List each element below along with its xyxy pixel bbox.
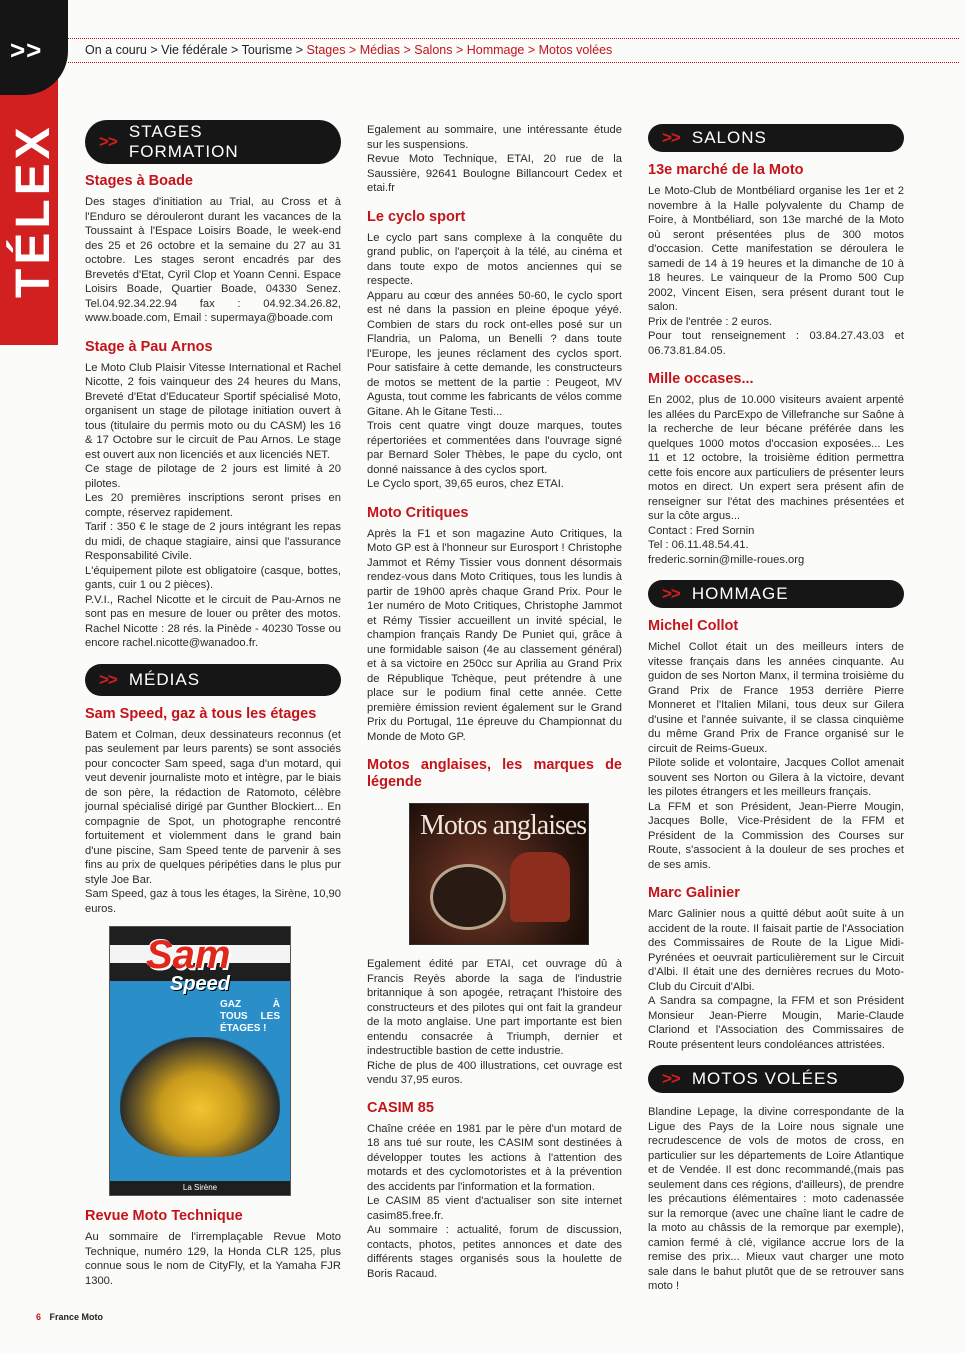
motorcycle-illustration — [120, 1037, 280, 1157]
fuel-tank-illustration — [510, 852, 570, 922]
article-text: Chaîne créée en 1981 par le père d'un motard de 18 ans tué sur route, les CASIM sont destinées à développer toutes les actions à l'attention des motards et des cyclomotoristes et à la prévention des accidents par l'information et la formation. — [367, 1122, 622, 1193]
article-marche-moto — [648, 162, 904, 358]
article-cyclo-sport — [367, 209, 622, 492]
banner-line-2: FORMATION — [128, 142, 239, 161]
cover-publisher: La Sirène — [110, 1181, 290, 1195]
article-title: 13e marché de la Moto — [648, 162, 804, 178]
breadcrumb-top-rule — [68, 38, 959, 39]
article-text: Au sommaire : actualité, forum de discussion, contacts, photos, petites annonces et date des différents stages organisés sous la houlette de Boris Racaud. — [367, 1224, 622, 1280]
article-text: P.V.I., Rachel Nicotte et le circuit de Pau-Arnos ne sont pas en mesure de louer ou prêter des motos. Rachel Nicotte : 28 rés. la Pinède - 40230 Tosse ou encore rachel.nicotte@wanadoo.fr. — [85, 593, 341, 649]
article-motos-volees — [648, 1105, 904, 1294]
article-moto-critiques — [367, 505, 622, 745]
article-text: A Sandra sa compagne, la FFM et son Président Monsieur Jean-Pierre Mougin, Marie-Claude Clariond et l'Association des Commissaires de Route présentent leurs condoléances attristées. — [648, 995, 904, 1051]
article-title: Stage à Pau Arnos — [85, 338, 213, 355]
column-2 — [367, 123, 622, 1281]
article-text: Tarif : 350 € le stage de 2 jours intégrant les repas du midi, de chaque stagiaire, ainsi que l'assurance Responsabilité Civile. — [85, 521, 341, 562]
article-title: Stages à Boade — [85, 173, 193, 189]
chevron-icon: >> — [662, 128, 680, 147]
article-text: Au sommaire de l'irremplaçable Revue Moto Technique, numéro 129, la Honda CLR 125, plus connue sous le nom de CityFly, et la Yamaha FJR 1300. — [85, 1231, 341, 1287]
article-text: Le Moto Club Plaisir Vitesse International et Rachel Nicotte, 2 fois vainqueur des 24 heures du Mans, Breveté d'Etat d'Educateur Sportif spécialisé Moto, organisent un stage de pilotage initiation ouvert à tous (titulaire du permis moto ou du CASM) les 16 & 17 Octobre sur le circuit de Pau Arnos. Le stage est ouvert aux non licenciés et aux licenciés NET. — [85, 361, 341, 461]
article-title: Marc Galinier — [648, 885, 740, 901]
article-text: La FFM et son Président, Jean-Pierre Mougin, Jacques Bolle, Vice-Président de la FFM et Président de la Commission des Courses sur Route, s'associent à la douleur de ses proches et de ses amis. — [648, 800, 904, 871]
banner-stages-formation — [85, 120, 341, 164]
banner-label: HOMMAGE — [691, 584, 789, 603]
article-text: Des stages d'initiation au Trial, au Cross et à l'Enduro se dérouleront durant les vacances de la Toussaint à l'Espace Loisirs Boade, le week-end des 25 et 26 octobre et la semaine du 27 au 31 octobre. Les stages seront encadrés par des Brevetés d'Etat, Cyril Clop et Yoann Cenni. Espace Loisirs Boade, Quartier Boade, 04330 Senez. Tel.04.92.34.22.94 fax : 04.92.34.26.82, www.boade.com, Email : supermaya@boade.com — [85, 196, 341, 324]
article-text: Le cyclo part sans complexe à la conquête du grand public, on l'aperçoit à la télé, au cinéma et dans toute expo de motos anciennes qui se respecte. — [367, 231, 622, 287]
page-number: 6 — [36, 1312, 42, 1322]
article-text: Marc Galinier nous a quitté début août suite à un accident de la route. Il faisait partie de l'Association des Commissaires de Route de la Ligue Midi-Pyrénées et oeuvrait particulièrement sur le Circuit d'Albi. Il était une des dernières recrues du Moto-Club du Circuit d'Albi. — [648, 908, 904, 993]
breadcrumb — [85, 43, 612, 57]
article-text: Prix de l'entrée : 2 euros. — [648, 315, 773, 328]
article-title: CASIM 85 — [367, 1099, 434, 1116]
article-text: Revue Moto Technique, ETAI, 20 rue de la Saussière, 92641 Boulogne Billancourt Cedex et etai.fr — [367, 153, 622, 194]
article-text: Après la F1 et son magazine Auto Critiques, la Moto GP est à l'honneur sur Eurosport ! Christophe Jammot et Rémy Tissier vous donnent désormais rendez-vous dans Moto Critiques, tous les lundis à partir de 19h00 après chaque Grand Prix. Pour le 1er numéro de Moto Critiques, Christophe Jammot et Rémy Tissier accueillent un invité spécial, le champion français Randy De Puniet qui, grâce à une formidable saison (4e au classement général) et à sa victoire en 250cc sur Aprilia au Grand Prix de République Tchèque, peut prétendre à une place sur le podium final cette année. Cette première émission revient également sur le Grand Prix du Portugal, 11e épreuve du Championnat du Monde de Moto GP. — [367, 527, 622, 743]
cover-subtitle-speed: Speed — [170, 973, 231, 995]
sidebar-cap — [0, 0, 68, 95]
book-title: Motos anglaises — [420, 810, 587, 841]
sidebar-arrows: >> — [10, 35, 43, 65]
article-text: Blandine Lepage, la divine correspondante de la Ligue des Pays de la Loire nous signale une recrudescence de vols de motos de cross, en particulier sur les départements de Loire Atlantique et de Vendée. Il est donc recommandé,(mais pas seulement dans ces régions, d'ailleurs), de prendre les précautions élémentaires : moto cadenassée sur la remorque (avec une chaîne liant le cadre de la moto au châssis de la remorque par exemple), camion fermé à clé, vigilance accrue lors de la remise des prix... Mieux vaut charger une moto sale dans le bahut plutôt que de se retrouver sans moto ! — [648, 1106, 904, 1292]
article-text: Les 20 premières inscriptions seront prises en compte, réservez rapidement. — [85, 492, 341, 519]
column-3 — [648, 124, 904, 1294]
article-text: Apparu au cœur des années 50-60, le cyclo sport est né dans la passion en pleine époque yéyé. Combien de stars du rock ont-elles posé sur un Flandria, un Paloma, un Benelli ? dans toute l'Europe, les jeunes réclament des cyclos sport. Pour satisfaire à cette demande, les constructeurs de motos se mettent de la partie : Peugeot, MV Agusta, tout comme les fabricants de vélos comme Gitane. Ah le Gitane Testi... — [367, 289, 622, 418]
article-text: Contact : Fred Sornin — [648, 524, 755, 537]
banner-motos-volees — [648, 1065, 904, 1093]
engine-illustration — [430, 864, 506, 930]
article-text: Egalement édité par ETAI, cet ouvrage dû à Francis Reyès aborde la saga de l'industrie britannique à son apogée, retraçant l'histoire des constructeurs et des pilotes qui ont fait la grandeur de la moto anglaise. Une part importante est bien entendu consacrée à Triumph, dernier et indestructible bastion de cette industrie. — [367, 958, 622, 1057]
article-text: Michel Collot était un des meilleurs inters de vitesse français dans les années cinquante. Au guidon de ses Norton Manx, il termina troisième du Grand Prix de France 1953 derrière Pierre Monneret et l'Italien Milani, tous deux sur Gilera d'usine et l'année suivante, il se classa cinquième du même Grand Prix de France organisé sur le circuit de Reims-Gueux. — [648, 641, 904, 755]
article-text: Le Cyclo sport, 39,65 euros, chez ETAI. — [367, 478, 564, 490]
article-text: Le Moto-Club de Montbéliard organise les 1er et 2 novembre à la Halle polyvalente du Champ de Foire, à Montbéliard, son 13e marché de la Moto où seront présentées plus de 300 motos d'occasion. Cette manifestation se déroulera le samedi de 14 à 19 heures et la dimanche de 10 à 18 heures. Le vainqueur de la Promo 500 Cup 2002, Vincent Eisen, sera présent durant tout le salon. — [648, 185, 904, 313]
telex-label: TÉLEX — [7, 123, 60, 298]
article-text: En 2002, plus de 10.000 visiteurs avaient arpenté les allées du ParcExpo de Villefranche sur Saône à la recherche de leur bécane préférée dans les quelques 1000 motos d'occasion exposées... Les 11 et 12 octobre, la troisième édition permettra cette fois encore aux particuliers de présenter leurs motos en direct. Un expert sera présent afin de renseigner sur l'état des machines présentées et sur la côte argus... — [648, 394, 904, 522]
banner-salons — [648, 124, 904, 152]
chevron-icon: >> — [662, 1069, 680, 1088]
chevron-icon: >> — [662, 584, 680, 603]
article-michel-collot — [648, 618, 904, 872]
article-text: Pilote solide et volontaire, Jacques Collot amenait souvent ses Norton ou Gilera à la victoire, devant les pilotes étrangers et les meilleurs français. — [648, 757, 904, 798]
article-title: Moto Critiques — [367, 504, 469, 521]
article-text: frederic.sornin@mille-roues.org — [648, 553, 805, 566]
breadcrumb-path: On a couru > Vie fédérale > Tourisme > — [85, 43, 307, 57]
article-marc-galinier — [648, 885, 904, 1052]
article-motos-anglaises — [367, 757, 622, 1088]
article-casim-85 — [367, 1100, 622, 1282]
cover-tagline: GAZ À TOUS LES ÉTAGES ! — [220, 999, 280, 1034]
article-text: Le CASIM 85 vient d'actualiser son site internet casim85.free.fr. — [367, 1195, 622, 1222]
banner-label: MÉDIAS — [128, 669, 201, 689]
article-pau-arnos — [85, 339, 341, 651]
article-text: Tel : 06.11.48.54.41. — [648, 539, 749, 551]
cover-title: Sam — [146, 933, 231, 977]
article-text: Riche de plus de 400 illustrations, cet ouvrage est vendu 37,95 euros. — [367, 1059, 622, 1086]
article-title: Mille occases... — [648, 371, 754, 387]
article-text: L'équipement pilote est obligatoire (casque, bottes, gants, cuir 1 ou 2 pièces). — [85, 564, 341, 591]
article-title: Sam Speed, gaz à tous les étages — [85, 705, 317, 722]
article-text: Pour tout renseignement : 03.84.27.43.03 et 06.73.81.84.05. — [648, 330, 904, 357]
article-text: Egalement au sommaire, une intéressante étude sur les suspensions. — [367, 124, 622, 151]
motos-anglaises-book-cover — [409, 803, 589, 945]
article-title: Michel Collot — [648, 618, 739, 634]
article-title: Revue Moto Technique — [85, 1208, 243, 1224]
banner-label: MOTOS VOLÉES — [691, 1069, 839, 1088]
column-1 — [85, 120, 341, 1288]
article-revue-moto-technique — [85, 1208, 341, 1288]
article-revue-continued — [367, 123, 622, 196]
chevron-icon: >> — [99, 669, 117, 689]
banner-hommage — [648, 580, 904, 608]
breadcrumb-current: Stages > Médias > Salons > Hommage > Motos volées — [306, 43, 613, 57]
page-footer — [36, 1312, 103, 1322]
telex-sidebar — [0, 0, 58, 345]
banner-label: SALONS — [691, 128, 767, 147]
magazine-name: France Moto — [49, 1312, 104, 1322]
banner-line-1: STAGES — [128, 122, 203, 141]
sam-speed-cover-image — [109, 926, 291, 1196]
article-text: Batem et Colman, deux dessinateurs reconnus (et pas seulement par leurs parents) se sont associés pour concocter Sam speed, saga d'un motard, qui veut devenir journaliste moto et intègre, par le biais de son père, la rédaction de Ratomoto, célèbre journal spécialisé dirigé par Gunther Blockiert... En compagnie de Spot, un photographe rencontré fortuitement et violemment dans le grand bain d'une piscine, Sam Speed tente de parvenir à ses fins au prix de quelques péripéties dans le plus pur style Joe Bar. — [85, 728, 341, 886]
article-mille-occases — [648, 371, 904, 567]
article-text: Ce stage de pilotage de 2 jours est limité à 20 pilotes. — [85, 463, 341, 490]
chevron-icon: >> — [99, 132, 117, 151]
article-title: Le cyclo sport — [367, 208, 466, 225]
banner-label — [129, 122, 239, 162]
article-boade — [85, 173, 341, 326]
article-title: Motos anglaises, les marques de légende — [367, 757, 622, 790]
banner-medias — [85, 664, 341, 696]
article-sam-speed — [85, 706, 341, 917]
breadcrumb-bottom-rule — [68, 62, 959, 63]
article-text: Sam Speed, gaz à tous les étages, la Sirène, 10,90 euros. — [85, 888, 341, 915]
article-text: Trois cent quatre vingt douze marques, toutes répertoriées et commentées dans l'ouvrage signé par Bernard Soler Thèbes, le pape du cyclo, ont donné naissance à des cyclos sport. — [367, 420, 622, 476]
